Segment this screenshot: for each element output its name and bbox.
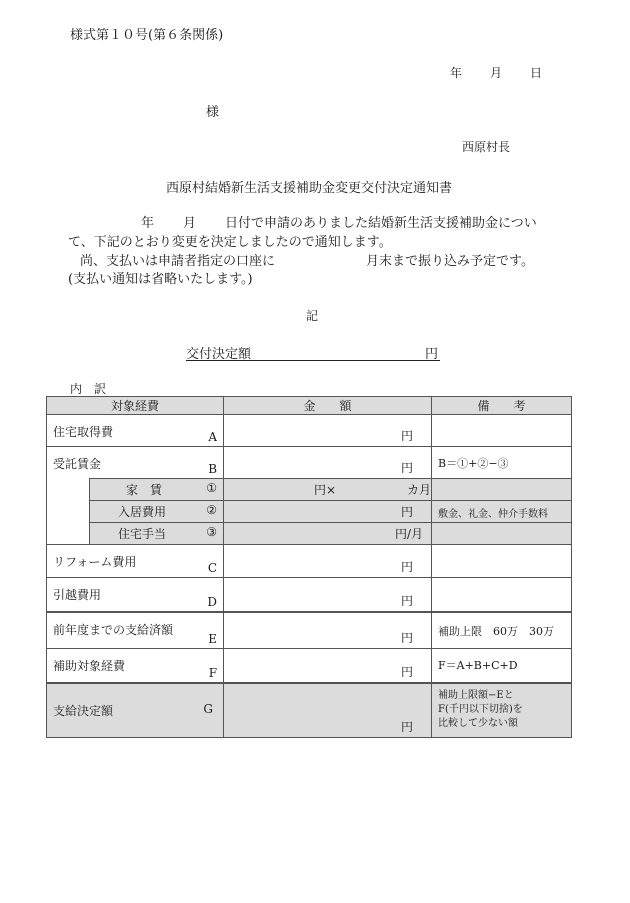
body-year: 年: [141, 216, 155, 231]
sub2-unit-yen: 円: [401, 505, 414, 519]
header-target-expense: 対象経費: [47, 397, 224, 415]
body-line2: て、下記のとおり変更を決定しましたので通知します。: [68, 235, 392, 250]
table-row: [47, 415, 572, 447]
body-line3a: 尚、支払いは申請者指定の口座に: [80, 254, 276, 269]
yen-a: 円: [401, 429, 414, 443]
table-row: [47, 545, 572, 578]
row-label-moving: 引越費用: [53, 588, 102, 602]
row-label-housing: 住宅取得費: [53, 425, 114, 439]
row-code-e: E: [208, 632, 218, 646]
remark-g: [438, 689, 523, 731]
row-label-rent: 受託賃金: [53, 457, 102, 471]
form-number: 様式第１０号(第６条関係): [70, 28, 224, 43]
remark-g-line3: 比較して少ない額: [438, 718, 519, 729]
header-remarks: 備 考: [432, 397, 572, 415]
sub1-unit-months: カ月: [407, 483, 432, 497]
row-code-b: B: [208, 462, 218, 476]
header-amount: 金 額: [224, 397, 432, 415]
remark-e: 補助上限 60万 30万: [438, 625, 555, 638]
body-line1: 日付で申請のありました結婚新生活支援補助金につい: [225, 216, 537, 231]
body-line3b: 月末まで振り込み予定です。: [366, 254, 534, 269]
rent-indent-cell: [47, 479, 90, 545]
row-label-decision: 支給決定額: [53, 704, 114, 718]
table-row: [47, 501, 572, 523]
ki-heading: 記: [306, 309, 319, 323]
body-line4: (支払い通知は省略いたします。): [68, 272, 253, 287]
remark-a: [432, 415, 571, 446]
sub-code-1: ①: [206, 481, 218, 495]
sub-label-housing-allowance: 住宅手当: [118, 527, 167, 541]
table-row: [47, 612, 572, 649]
remark-g-line1: 補助上限額−Eと: [438, 690, 514, 701]
row-label-paid: 前年度までの支給済額: [53, 623, 174, 637]
decision-amount-label: 交付決定額: [186, 347, 252, 362]
yen-f: 円: [401, 665, 414, 679]
remark-b: B＝①+②−③: [438, 457, 509, 470]
sub-code-3: ③: [206, 525, 218, 539]
table-row: [47, 523, 572, 545]
table-row: [47, 578, 572, 613]
yen-g: 円: [401, 720, 414, 734]
date-day: 日: [530, 66, 543, 80]
remark-d: [432, 578, 571, 611]
row-code-c: C: [207, 561, 218, 575]
addressee-suffix: 様: [206, 105, 220, 120]
remark-sub2: 敷金、礼金、仲介手数料: [438, 509, 549, 520]
expense-table: [46, 396, 572, 738]
remark-sub1: [432, 479, 571, 500]
table-row: [47, 447, 572, 479]
remark-f: F＝A+B+C+D: [438, 659, 518, 672]
sub-code-2: ②: [206, 503, 218, 517]
remark-g-line2: F(千円以下切捨)を: [438, 704, 523, 715]
issuer: 西原村長: [462, 140, 511, 154]
row-code-g: G: [203, 702, 214, 716]
table-row: [47, 649, 572, 684]
document-title: 西原村結婚新生活支援補助金変更交付決定通知書: [166, 181, 453, 196]
sub3-unit-yen-per-month: 円/月: [394, 527, 424, 541]
row-code-f: F: [208, 666, 218, 680]
remark-c: [432, 545, 571, 577]
yen-e: 円: [401, 631, 414, 645]
table-header-row: [47, 397, 572, 415]
sub-label-rent: 家 賃: [126, 483, 163, 497]
row-code-d: D: [207, 595, 218, 609]
body-month: 月: [183, 216, 197, 231]
decision-amount-line: [186, 343, 440, 361]
breakdown-label: 内 訳: [70, 382, 107, 396]
sub1-unit-yen-times: 円×: [314, 483, 337, 497]
table-row: [47, 683, 572, 738]
row-label-target: 補助対象経費: [53, 659, 126, 673]
remark-sub3: [432, 523, 571, 544]
yen-d: 円: [401, 594, 414, 608]
row-label-reform: リフォーム費用: [53, 555, 137, 569]
date-year: 年: [450, 66, 463, 80]
row-code-a: A: [208, 430, 218, 444]
decision-amount-unit: 円: [424, 347, 438, 362]
date-month: 月: [490, 66, 503, 80]
table-row: [47, 479, 572, 501]
yen-c: 円: [401, 560, 414, 574]
sub-label-move-in: 入居費用: [118, 505, 167, 519]
yen-b: 円: [401, 461, 414, 475]
